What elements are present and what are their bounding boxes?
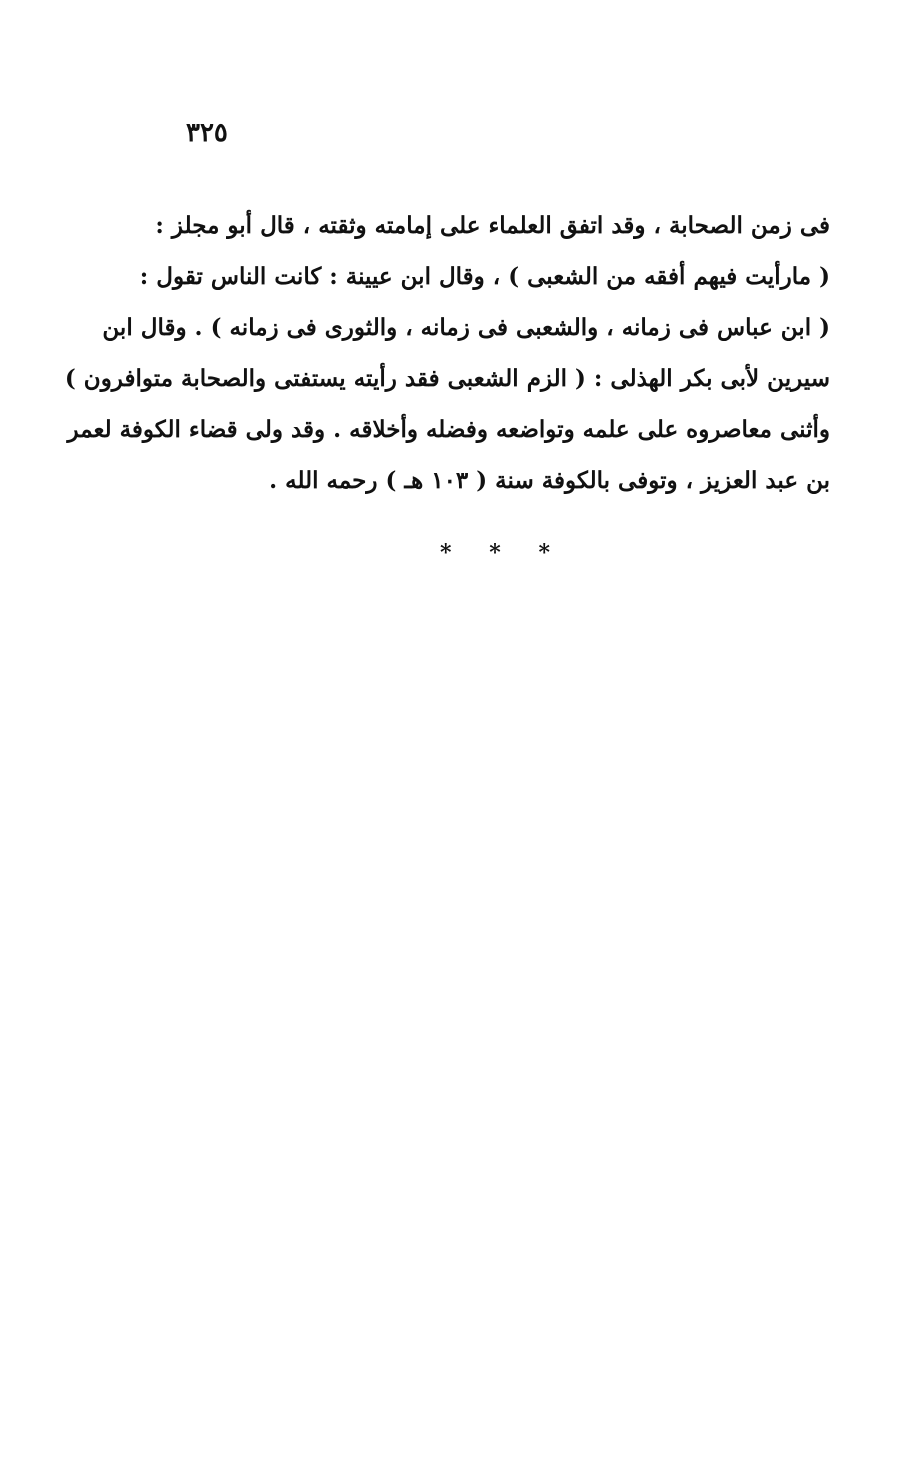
text-line: ( ابن عباس فى زمانه ، والشعبى فى زمانه ، والثورى فى زمانه ) . وقال ابن bbox=[102, 314, 830, 341]
text-line: سيرين لأبى بكر الهذلى : ( الزم الشعبى فقد رأيته يستفتى والصحابة متوافرون ) bbox=[64, 365, 830, 392]
ornament-star-icon: * bbox=[440, 540, 452, 566]
ornament-star-icon: * bbox=[489, 540, 501, 566]
text-line: ( مارأيت فيهم أفقه من الشعبى ) ، وقال ابن عيينة : كانت الناس تقول : bbox=[139, 263, 830, 290]
ornament-star-icon: * bbox=[538, 540, 550, 566]
section-divider-ornament bbox=[440, 540, 550, 566]
page-number: ٥٢٣ bbox=[186, 118, 228, 148]
text-line: فى زمن الصحابة ، وقد اتفق العلماء على إمامته وثقته ، قال أبو مجلز : bbox=[155, 212, 830, 239]
text-line: بن عبد العزيز ، وتوفى بالكوفة سنة ( ١٠٣ هـ ) رحمه الله . bbox=[269, 467, 830, 494]
text-line: وأثنى معاصروه على علمه وتواضعه وفضله وأخلاقه . وقد ولى قضاء الكوفة لعمر bbox=[67, 416, 830, 443]
body-paragraph bbox=[64, 200, 830, 506]
